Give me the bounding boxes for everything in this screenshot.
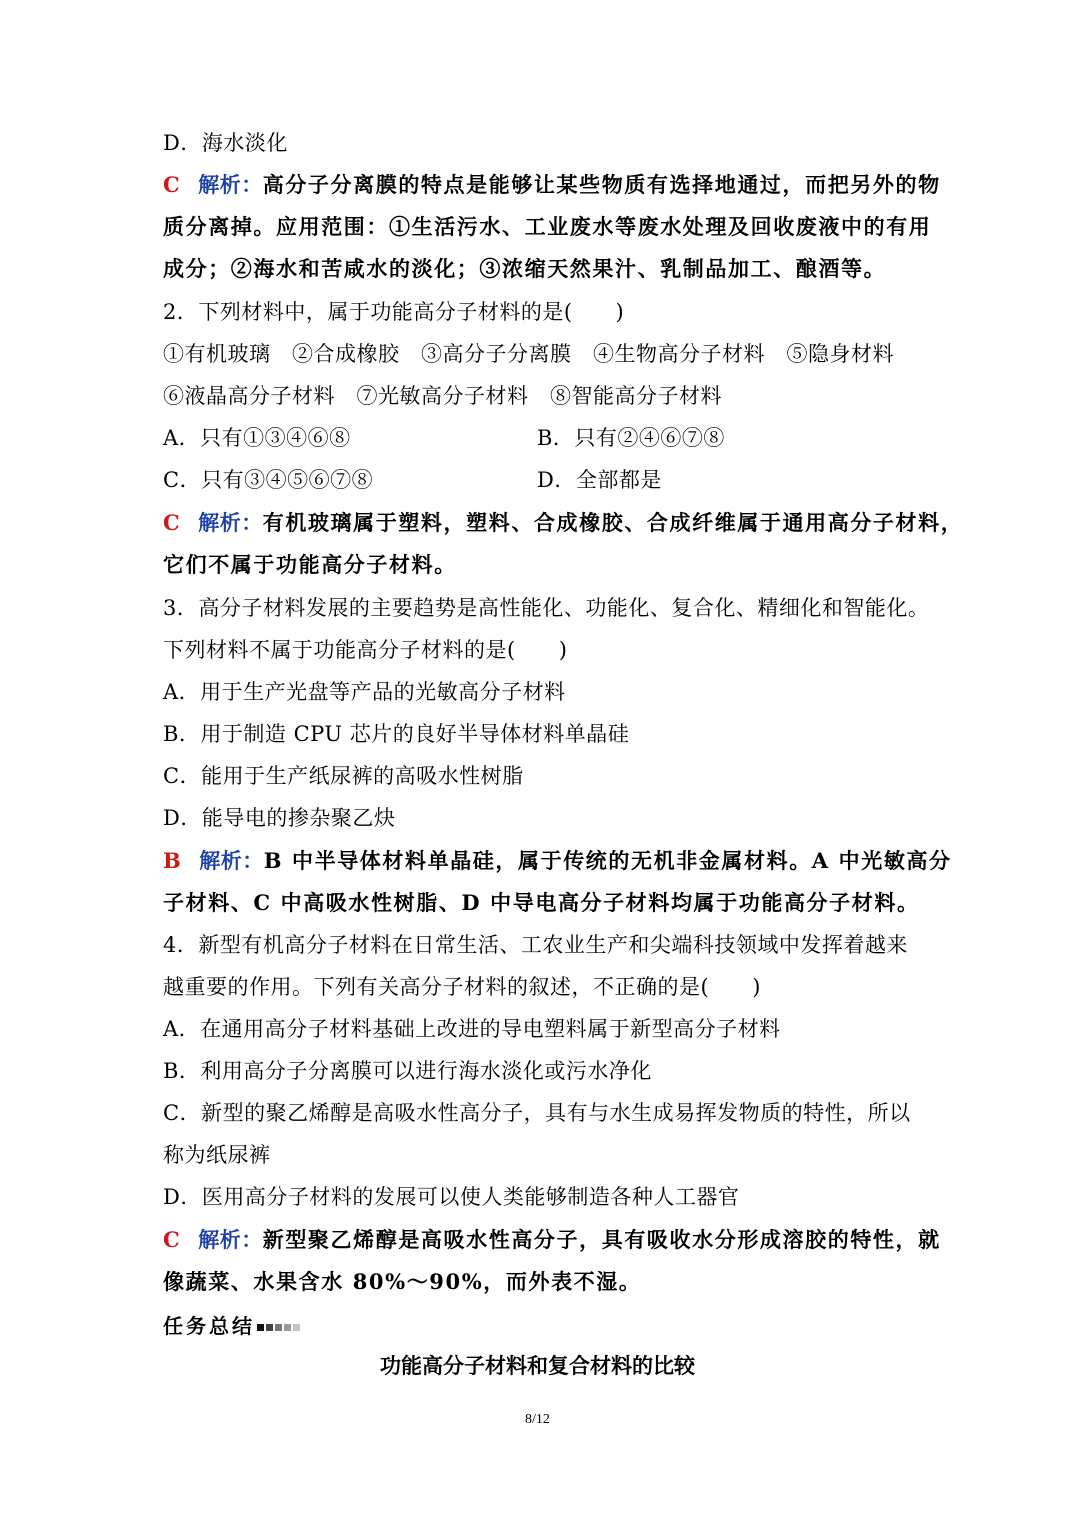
option-b: B．用于制造 CPU 芯片的良好半导体材料单晶硅 xyxy=(163,722,630,746)
question-2: 2．下列材料中，属于功能高分子材料的是( ) xyxy=(163,300,625,324)
explanation-text: 子材料、C 中高吸水性树脂、D 中导电高分子材料均属于功能高分子材料。 xyxy=(163,890,920,915)
question-3: 3．高分子材料发展的主要趋势是高性能化、功能化、复合化、精细化和智能化。 xyxy=(163,596,930,620)
square-icon xyxy=(293,1324,300,1331)
explanation-text: 有机玻璃属于塑料，塑料、合成橡胶、合成纤维属于通用高分子材料， xyxy=(262,510,964,535)
explanation-text: 成分；②海水和苦咸水的淡化；③浓缩天然果汁、乳制品加工、酿酒等。 xyxy=(163,256,887,281)
option-c: C．新型的聚乙烯醇是高吸水性高分子，具有与水生成易挥发物质的特性，所以 xyxy=(163,1101,911,1125)
option-a: A．用于生产光盘等产品的光敏高分子材料 xyxy=(163,680,566,704)
square-icon xyxy=(275,1324,282,1331)
question-3: 下列材料不属于功能高分子材料的是( ) xyxy=(163,638,568,662)
option-a: A．只有①③④⑥⑧ xyxy=(163,426,351,450)
square-icon xyxy=(257,1324,264,1331)
explanation-text: 它们不属于功能高分子材料。 xyxy=(163,552,457,577)
task-summary-heading xyxy=(163,1310,300,1339)
explanation-line xyxy=(163,846,952,876)
question-2-items: ⑥液晶高分子材料 ⑦光敏高分子材料 ⑧智能高分子材料 xyxy=(163,384,722,408)
option-b: B．利用高分子分离膜可以进行海水淡化或污水净化 xyxy=(163,1059,652,1083)
option-c: C．能用于生产纸尿裤的高吸水性树脂 xyxy=(163,764,524,788)
explanation-text: 新型聚乙烯醇是高吸水性高分子，具有吸收水分形成溶胶的特性，就 xyxy=(262,1227,941,1252)
explanation-label: 解析： xyxy=(198,172,263,197)
answer-letter: B xyxy=(163,848,182,873)
square-icon xyxy=(266,1324,273,1331)
summary-title: 功能高分子材料和复合材料的比较 xyxy=(380,1353,695,1378)
explanation-text: 像蔬菜、水果含水 80%～90%，而外表不湿。 xyxy=(163,1269,642,1294)
option-c: C．只有③④⑤⑥⑦⑧ xyxy=(163,468,374,492)
explanation-text: 质分离掉。应用范围：①生活污水、工业废水等废水处理及回收废液中的有用 xyxy=(163,214,932,239)
option-d: D．医用高分子材料的发展可以使人类能够制造各种人工器官 xyxy=(163,1185,740,1209)
explanation-text: B 中半导体材料单晶硅，属于传统的无机非金属材料。A 中光敏高分 xyxy=(263,848,952,873)
explanation-line xyxy=(163,508,963,538)
explanation-text: 高分子分离膜的特点是能够让某些物质有选择地通过，而把另外的物 xyxy=(262,172,941,197)
question-2-items: ①有机玻璃 ②合成橡胶 ③高分子分离膜 ④生物高分子材料 ⑤隐身材料 xyxy=(163,342,894,366)
page-number: 8/12 xyxy=(525,1412,550,1427)
explanation-line xyxy=(163,1225,941,1255)
square-icon xyxy=(284,1324,291,1331)
option-d: D．全部都是 xyxy=(537,468,662,492)
answer-letter: C xyxy=(163,510,181,535)
option-d-q1: D．海水淡化 xyxy=(163,131,288,155)
explanation-label: 解析： xyxy=(199,848,264,873)
explanation-label: 解析： xyxy=(198,1227,263,1252)
option-d: D．能导电的掺杂聚乙炔 xyxy=(163,806,396,830)
task-summary-label: 任务总结 xyxy=(163,1314,255,1338)
explanation-line xyxy=(163,170,941,200)
option-c: 称为纸尿裤 xyxy=(163,1143,271,1167)
option-b: B．只有②④⑥⑦⑧ xyxy=(537,426,725,450)
explanation-label: 解析： xyxy=(198,510,263,535)
option-a: A．在通用高分子材料基础上改进的导电塑料属于新型高分子材料 xyxy=(163,1017,781,1041)
question-4: 4．新型有机高分子材料在日常生活、工农业生产和尖端科技领域中发挥着越来 xyxy=(163,933,908,957)
answer-letter: C xyxy=(163,1227,181,1252)
question-4: 越重要的作用。下列有关高分子材料的叙述，不正确的是( ) xyxy=(163,975,761,999)
answer-letter: C xyxy=(163,172,181,197)
